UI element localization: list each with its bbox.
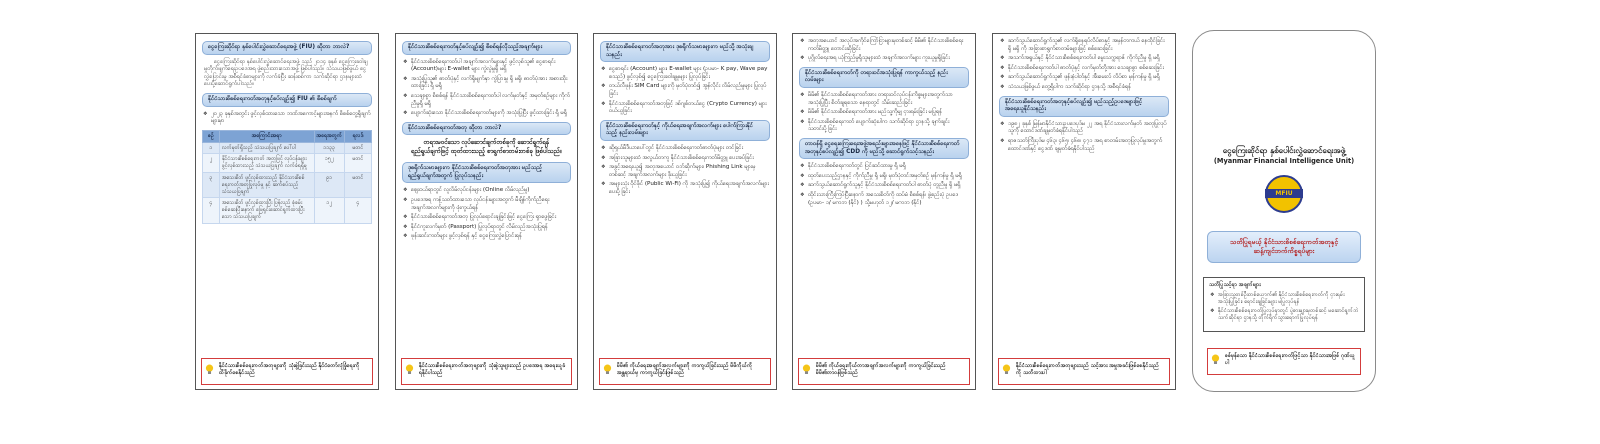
cover-subtitle: (Myanmar Financial Intelligence Unit) [1213, 157, 1355, 165]
lightbulb-icon [1002, 364, 1011, 375]
bullet-item: ❖ ပုဂ္ဂိုလ်ရေးအရ ယုံကြည်မှုရှိသူများထံ အချက်အလက်များ ကူးယူမှုရှိခြင်း [808, 55, 969, 63]
bullet-list [600, 145, 770, 197]
callout-box [1207, 348, 1361, 375]
table-cell: ၄ [203, 198, 220, 223]
table-cell: အသေးစိတ် ဖွင့်လှစ်ထားပြီး ပြန်လည် စုံစမ်းစစ်ဆေးပြီးနောက် ဖြေရှင်းဆောင်ရွက်ထားပြီးသော သံသယပြချက် [219, 198, 314, 223]
section-header: နိုင်ငံသားစိစစ်ရေးကတ်ကို တရားဝင်အသုံးပြုရန် ကာကွယ်သည့် နည်းလမ်းများ [799, 67, 969, 88]
lightbulb-icon [205, 364, 214, 375]
paragraph: ငွေကြေးဆိုင်ရာ နှစ်ပေါင်းလွှဲဆောင်ရေးအဖွဲ့ သည် ၂၀၁၄ ခုနှစ် ငွေကြေးခဝါချမှုတိုက်ဖျက်ရေးဥပဒေအရ ဖွဲ့စည်းထားသောအဖွဲ့ ဖြစ်ပါသည်။ သံသယဖြစ်ဖွယ် ငွေလွှဲပြောင်းမှု အစီရင်ခံစာများကို လက်ခံပြီး ဆန်းစစ်ကာ သက်ဆိုင်ရာ ဌာနများထံ ပေးပို့ဆောင်ရွက်ပါသည်။ [204, 58, 368, 88]
table-header-row [203, 130, 372, 142]
table-cell: ၃ [203, 172, 220, 197]
bullet-list [402, 59, 571, 118]
column-header: အကြောင်းအရာ [219, 130, 314, 142]
bullet-item: ❖ တယ်လီဖုန်း SIM Card များကို မှတ်ပုံတင်၍ အွန်လိုင်း လိမ်လည်မှုများ ပြုလုပ်ခြင်း [609, 83, 770, 98]
bullet-item: ❖ အတုအယောင် အလုပ်အကိုင်ကြော်ငြာများမှတစ်ဆင့် မိမိ၏ နိုင်ငံသားစိစစ်ရေးကတ်မိတ္တူ တောင်းဆိုခြင်း [808, 38, 969, 53]
bullet-item: ❖ ဆက်သွယ်ဆောင်ရွက်သူနှင့် နိုင်ငံသားစိစစ်ရေးကတ်ပါ ဓာတ်ပုံ တူညီမှု ရှိ မရှိ [808, 182, 969, 190]
table-cell: ၁၂ [314, 198, 344, 223]
cover-banner: သတိပြုရမယ့် နိုင်ငံသားစိစစ်ရေးကတ်အတုနှင့် ဆန့်ကျင်ဘက်ကိစ္စရပ်များ [1207, 231, 1361, 263]
bullet-item: ❖ အခွင့်အရေးယူ၍ အတုအယောင် ဝဘ်ဆိုက်များ၊ Phishing Link များမှတစ်ဆင့် အချက်အလက်များ ခိုးယူခြင်း [609, 164, 770, 179]
cover-title: ငွေကြေးဆိုင်ရာ နှစ်ပေါင်းလွှဲဆောင်ရေးအဖွဲ့ [1222, 146, 1346, 155]
bullet-item: ❖ နိုင်ငံသားစိစစ်ရေးကတ်ပြုလုပ်ရာတွင် ပွဲစားများမှတစ်ဆင့် မဆောင်ရွက်ဘဲ သက်ဆိုင်ရာ ဌာနသို့ တိုက်ရိုက်သွားရောက်ပြုလုပ်ရန် [1218, 308, 1359, 322]
bullet-item: ❖ နိုင်ငံသားစိစစ်ရေးကတ်တွင် ပြင်ဆင်ထားမှု ရှိ မရှိ [808, 163, 969, 171]
bullet-item: ❖ အခြားသူတစ်ဦးတစ်ယောက်၏ နိုင်ငံသားစိစစ်ရေးကတ်ကို ငှားရမ်းအသုံးပြုခြင်း၊ ရောင်းချခြင်းများ မပြုလုပ်ရန် [1218, 292, 1359, 306]
bullet-item: ❖ ဈေးဝယ်ရာတွင် လူလိမ်လုပ်ငန်းများ (Online လိမ်လည်မှု) [411, 187, 571, 195]
bullet-item: ❖ ၂၀၂၃ ခုနှစ်အတွင်း ဖွင့်လှစ်ထားသော ဘဏ်အကောင့်များအနက် စိစစ်တွေ့ရှိချက်များမှာ [211, 111, 372, 126]
callout-text: နိုင်ငံသားစိစစ်ရေးကတ်အတုများသည် သင့်အား အမှုအခင်းဖြစ်စေနိုင်သည်ကို သတိထားပါ [1016, 363, 1159, 376]
column-header: ရလဒ် [344, 130, 371, 142]
section-header: နိုင်ငံသားစိစစ်ရေးကတ်အတုအား ဒုစရိုက်သမားများက မည်သို့ အသုံးချသနည်း [600, 41, 770, 62]
bullet-item: ❖ ထိုင်းသားကြီးကြပ်ပြီးနောက် အသေးစိတ်ကို ထပ်မံ စိစစ်ရန်၊ ဖွဲ့စည်းပုံ ဥပဒေ (ဥပမာ- ၁/ မကဘ (နိုင်) ) သို့မဟုတ် ၁၂/ မကဘ (နိုင်) [808, 192, 969, 207]
panel-cover [1192, 30, 1376, 392]
definition-quote: တရားမဝင်သော လုပ်ဆောင်ချက်တစ်ခုကို ဆောင်ရွက်ရန် ရည်ရွယ်ချက်ဖြင့် ထုတ်ထားသည့် စာရွက်စာတမ်းတစ်ခု ဖြစ်ပါသည်။ [411, 139, 562, 155]
table-cell: ၁၁၃၃ [314, 142, 344, 154]
bullet-list [799, 163, 969, 207]
callout-box [998, 358, 1170, 385]
table-cell: ၉၁ [314, 172, 344, 197]
section-header: နိုင်ငံသားစိစစ်ရေးကတ်အတုနှင့်စပ်လျဉ်း၍ FIU ၏ စိစစ်ချက် [202, 93, 372, 107]
bullet-item: ❖ ငွေစာရင်း (Account) များ၊ E-wallet များ (ဥပမာ- K pay, Wave pay စသည်) ဖွင့်လှစ်၍ ငွေကြေးခဝါချမှုများ ပြုလုပ်ခြင်း [609, 66, 770, 81]
bullet-item: ❖ သံသယဖြစ်ဖွယ် တွေ့ရှိပါက သက်ဆိုင်ရာ ဌာနသို့ အစီရင်ခံရန် [1008, 84, 1169, 92]
section-header: နိုင်ငံသားစိစစ်ရေးကတ်အတုနှင့်စပ်လျဉ်း၍ မည်သည့်ဥပဒေများဖြင့် အရေးယူနိုင်သနည်း [999, 96, 1169, 117]
callout-text: မိမိ၏ ကိုယ်ရေးအချက်အလက်များကို ကာကွယ်ခြင်းသည် မိမိကိုယ်ကို အန္တရာယ်မှ ကာကွယ်ခြင်းဖြစ်သည် [617, 363, 753, 376]
table-row [203, 142, 372, 154]
section-header: နိုင်ငံသားစိစစ်ရေးကတ်နှင့် ကိုယ်ရေးအချက်အလက်များ ပေါက်ကြားနိုင်သည့် နည်းလမ်းများ [600, 120, 770, 141]
table-cell: လက်မှတ်ရှိသည့် သံသယပြချက် ပေါ်ပါ [219, 142, 314, 154]
bullet-list [999, 38, 1169, 92]
bullet-item: ❖ အခြားသူများထံ အလွယ်တကူ နိုင်ငံသားစိစစ်ရေးကတ်မိတ္တူ ပေးအပ်ခြင်း [609, 155, 770, 163]
section-header: ဒုစရိုက်သမားများက နိုင်ငံသားစိစစ်ရေးကတ်အတုအား မည်သည့် ရည်ရွယ်ချက်အတွက် ပြုလုပ်သနည်း [402, 162, 571, 183]
bullet-item: ❖ ဆိုရှယ်မီဒီယာပေါ်တွင် နိုင်ငံသားစိစစ်ရေးကတ်ဓာတ်ပုံများ တင်ခြင်း [609, 145, 770, 153]
callout-text: နိုင်ငံသားစိစစ်ရေးကတ်အတုများကို သုံးစွဲခြင်းသည် နိုင်ငံတော်လုံခြုံရေးကို ထိခိုက်စေနိုင်သည် [219, 363, 360, 376]
bullet-item: ❖ မိမိ၏ နိုင်ငံသားစိစစ်ရေးကတ်အား မည်သူ့ကိုမျှ ငှားရမ်းခြင်း မပြုရန် [808, 109, 969, 117]
section-header: နိုင်ငံသားစိစစ်ရေးကတ်အတု ဆိုတာ ဘာလဲ? [402, 122, 571, 136]
bullet-item: ❖ ရာဇသတ်ကြီးပုဒ်မ ၄၆၃၊ ၄၆၅၊ ၄၆၈၊ ၄၇၁ အရ စာတမ်းအတုပြုလုပ်မှုအတွက် ထောင်ဒဏ်နှင့် ငွေဒဏ် ချမှတ်ခံရနိုင်ပါသည် [1008, 138, 1169, 153]
advice-title: သတိပြုသင့်ရာ အချက်များ [1209, 281, 1261, 288]
bullet-item: ❖ သေချာစွာ စိစစ်ရန် နိုင်ငံသားစိစစ်ရေးကတ်ပါ လက်မှတ်နှင့် အမှတ်စဉ်များ ကိုက်ညီမှုရှိ မရှိ [411, 93, 571, 108]
section-header: ငွေကြေးဆိုင်ရာ နှစ်ပေါင်းလွှဲဆောင်ရေးအဖွဲ့ (FIU) ဆိုတာ ဘာလဲ? [202, 41, 372, 55]
bullet-item: ❖ ဖုန်းဆင်းကတ်များ ဖွင့်လှစ်ရန် နှင့် ငွေကြေးလွှဲပြောင်းရန် [411, 233, 571, 241]
panel-misuse [593, 33, 777, 390]
bullet-item: ❖ နိုင်ငံကူးလက်မှတ် (Passport) ပြုလုပ်ရာတွင် လိမ်လည်အသုံးပြုရန် [411, 224, 571, 232]
lightbulb-icon [603, 364, 612, 375]
mfiu-logo [1265, 175, 1303, 213]
section-header: နိုင်ငံသားစိစစ်ရေးကတ်နှင့်စပ်လျဉ်း၍ စိစစ်ရန်လိုသည့်အချက်များ [402, 41, 571, 55]
table-cell: ၄ [344, 198, 371, 223]
logo-text: MFIU [1265, 189, 1303, 198]
bullet-list [202, 111, 372, 126]
bullet-item: ❖ နိုင်ငံသားစိစစ်ရေးကတ်အတု ပြုလုပ်ရောင်းချခြင်းဖြင့် ငွေကြေး ရှာဖွေခြင်း [411, 214, 571, 222]
advice-box [1203, 277, 1365, 332]
bullet-list [999, 121, 1169, 153]
panel-id-checks [395, 33, 578, 390]
callout-box [798, 358, 970, 385]
callout-text: စစ်မှန်သော နိုင်ငံသားစိစစ်ရေးကတ်ဖြင့်သာ နိုင်ငံသားအဖြစ် ဂုဏ်ယူပါ [1225, 353, 1355, 366]
bullet-item: ❖ နိုင်ငံသားစိစစ်ရေးကတ် ပျောက်ဆုံးပါက သက်ဆိုင်ရာ ဌာနသို့ ချက်ချင်း သတင်းပို့ခြင်း [808, 119, 969, 134]
bullet-list [1209, 292, 1359, 323]
findings-table [202, 130, 372, 224]
section-header: တာဝန်ရှိ ငွေရေးကြေးရေးအဖွဲ့အစည်းများအနေဖြင့် နိုင်ငံသားစိစစ်ရေးကတ်အတုနှင့်စပ်လျဉ်း၍ CDD ကို မည်သို့ ဆောင်ရွက်သင့်သနည်း [799, 138, 969, 159]
bullet-item: ❖ ဆက်သွယ်ဆောင်ရွက်သူ၏ လက်ရှိနေရပ်လိပ်စာနှင့် အမှန်တကယ် နေထိုင်ခြင်း ရှိ မရှိ ကို အခြားစာရွက်စာတမ်းများဖြင့် စစ်ဆေးခြင်း [1008, 38, 1169, 53]
bullet-item: ❖ အများသုံး ဝိုင်ဖိုင် (Public Wi-Fi) ကို အသုံးပြု၍ ကိုယ်ရေးအချက်အလက်များ ပေးပို့ခြင်း [609, 181, 770, 196]
lightbulb-icon [1211, 354, 1220, 365]
bullet-item: ❖ ဆက်သွယ်ဆောင်ရွက်သူ၏ ဖုန်းနံပါတ်နှင့် အီးမေးလ် လိပ်စာ မှန်ကန်မှု ရှိ မရှိ [1008, 74, 1169, 82]
table-cell: နိုင်ငံသားစိစစ်ရေးကတ် အတုဖြင့် လုပ်ငန်းများ ဖွင့်လှစ်ထားသည့် သံသယပြချက် လက်ခံရရှိမှု [219, 154, 314, 173]
callout-box [599, 358, 771, 385]
bullet-list [799, 38, 969, 63]
table-cell: မတင် [344, 142, 371, 154]
table-cell: အသေးစိတ် ဖွင့်လှစ်ထားသည့် နိုင်ငံသားစိစစ်ရေးကတ်အတုပြုလုပ်မှု နှင့် ဆက်စပ်သည့် သံသယပြချက် [219, 172, 314, 197]
bullet-item: ❖ အသုံးပြုသူ၏ ဓာတ်ပုံနှင့် လက်ရှိမျက်နှာ ကွဲပြားမှု ရှိ မရှိ၊ ဓာတ်ပုံအား အစားထိုးထားခြင်း ရှိ မရှိ [411, 76, 571, 91]
bullet-item: ❖ မိမိ၏ နိုင်ငံသားစိစစ်ရေးကတ်အား တရားဝင်လုပ်ငန်းကိစ္စများအတွက်သာ အသုံးပြုပြီး စိတ်ချရသော နေရာတွင် သိမ်းဆည်းခြင်း [808, 92, 969, 107]
panel-fiu-overview [195, 33, 379, 390]
bullet-item: ❖ နိုင်ငံသားစိစစ်ရေးကတ်ပါ ဓာတ်ပုံနှင့် လက်မှတ်တို့အား သေချာစွာ စစ်ဆေးခြင်း [1008, 65, 1169, 73]
table-cell: မတင် [344, 172, 371, 197]
table-cell: ၁၅၂ [314, 154, 344, 173]
table-row [203, 198, 372, 223]
bullet-item: ❖ ဥပဒေအရ ကန့်သတ်ထားသော လုပ်ငန်းများအတွက် မီချိန်ကိုက်ညီရေး အချက်အလက်များကို ဖုံးကွယ်ရန် [411, 197, 571, 212]
lightbulb-icon [802, 364, 811, 375]
bullet-item: ❖ အသက်အရွယ်နှင့် နိုင်ငံသားစိစစ်ရေးကတ်ပါ မွေးသက္ကရာဇ် ကိုက်ညီမှု ရှိ မရှိ [1008, 55, 1169, 63]
bullet-item: ❖ နိုင်ငံသားစိစစ်ရေးကတ်ပါ အချက်အလက်များနှင့် ဖွင့်လှစ်သူ၏ ငွေစာရင်း (Account)များ E-wallet များ ကွဲလွဲမှုရှိ မရှိ [411, 59, 571, 74]
bullet-item: ❖ ပျောက်ဆုံးသော နိုင်ငံသားစိစစ်ရေးကတ်များကို အသုံးပြုပြီး ဖွင့်ထားခြင်း ရှိ မရှိ [411, 110, 571, 118]
bullet-list [402, 187, 571, 241]
callout-box [201, 358, 373, 385]
bullet-item: ❖ နိုင်ငံသားစိစစ်ရေးကတ်အတုဖြင့် ဒစ်ဂျစ်တယ်ငွေ (Crypto Currency) များ ဝယ်ယူခြင်း [609, 101, 770, 116]
panel-protection [792, 33, 976, 390]
bullet-item: ❖ ထုတ်ပေးသည့်ဌာနနှင့် ကိုက်ညီမှု ရှိ မရှိ၊ မှတ်ပုံတင်အမှတ်စဉ် မှန်ကန်မှု ရှိ မရှိ [808, 173, 969, 181]
table-row [203, 154, 372, 173]
table-cell: မတင် [344, 154, 371, 173]
callout-text: နိုင်ငံသားစိစစ်ရေးကတ်အတုများကို သုံးစွဲသူများသည် ဥပဒေအရ အရေးယူခံရနိုင်ပါသည် [419, 363, 566, 376]
callout-box [401, 358, 572, 385]
bullet-list [600, 66, 770, 116]
table-row [203, 172, 372, 197]
column-header: အရေအတွက် [314, 130, 344, 142]
panel-laws [992, 33, 1176, 390]
bullet-list [799, 92, 969, 134]
callout-text: မိမိ၏ ကိုယ်ရေးကိုယ်တာအချက်အလက်များကို ကာကွယ်ခြင်းသည် မိမိ၏တာဝန်ဖြစ်သည် [816, 363, 946, 376]
column-header: စဉ် [203, 130, 220, 142]
lightbulb-icon [405, 364, 414, 375]
bullet-item: ❖ ၁၉၈၂ ခုနှစ် မြန်မာနိုင်ငံသားဥပဒေပုဒ်မ ၂၂ အရ နိုင်ငံသားလက်မှတ် အတုပြုလုပ်သူကို ထောင်ဒဏ်ချမှတ်ခံရနိုင်ပါသည် [1008, 121, 1169, 136]
table-cell: ၁ [203, 142, 220, 154]
table-cell: ၂ [203, 154, 220, 173]
